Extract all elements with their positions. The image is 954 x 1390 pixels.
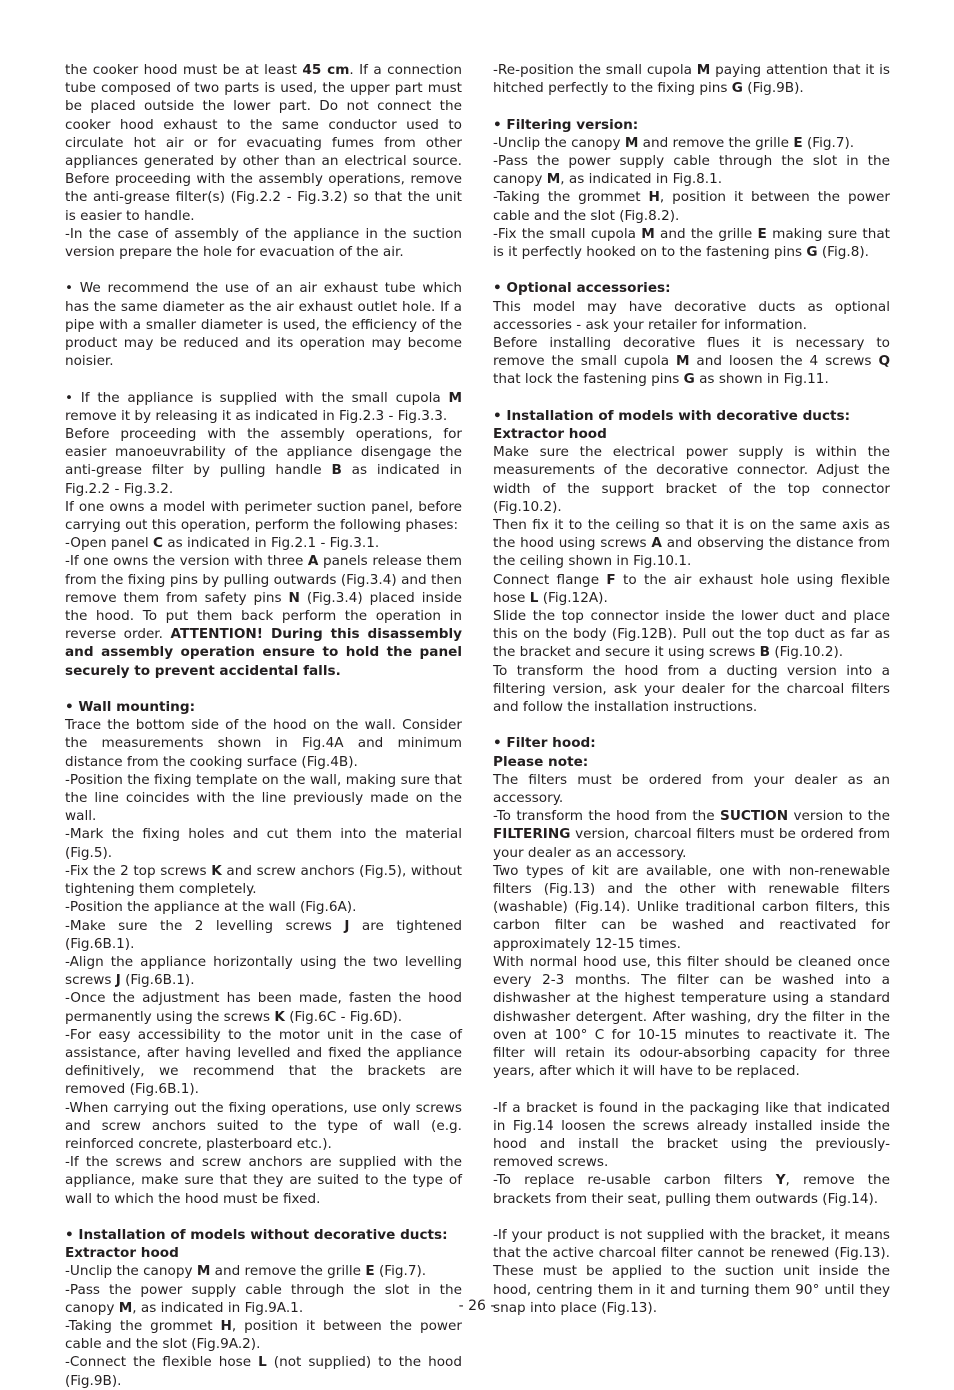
text-paragraph: -Pass the power supply cable through the slot in the canopy M, as indicated in Fig.9A.1. <box>65 1281 462 1316</box>
text-paragraph: -Connect the flexible hose L (not supplied) to the hood (Fig.9B). <box>65 1354 462 1389</box>
text-paragraph: Slide the top connector inside the lower duct and place this on the body (Fig.12B). Pull out the top duct as far as the bracket and secure it using screws B (Fig.10.2). <box>493 608 890 661</box>
text-paragraph: To transform the hood from a ducting version into a filtering version, ask your dealer for the charcoal filters and follow the installation instructions. <box>493 662 890 716</box>
paragraph-spacer <box>65 1208 462 1226</box>
text-paragraph: Trace the bottom side of the hood on the wall. Consider the measurements shown in Fig.4A and minimum distance from the cooking surface (Fig.4B). <box>65 717 462 770</box>
text-paragraph: -Position the appliance at the wall (Fig.6A). <box>65 899 357 916</box>
text-paragraph: -Open panel C as indicated in Fig.2.1 - Fig.3.1. <box>65 535 380 552</box>
paragraph-spacer <box>493 97 890 115</box>
paragraph-spacer <box>493 716 890 734</box>
paragraph-spacer <box>65 370 462 388</box>
text-paragraph: • If the appliance is supplied with the small cupola M remove it by releasing it as indicated in Fig.2.3 - Fig.3.3. <box>65 389 462 424</box>
text-paragraph: -Align the appliance horizontally using the two levelling screws J (Fig.6B.1). <box>65 953 462 989</box>
page-number: - 26 - <box>458 1298 496 1314</box>
text-paragraph: • Optional accessories: <box>493 280 671 297</box>
text-paragraph: -Unclip the canopy M and remove the grille E (Fig.7). <box>65 1263 427 1280</box>
text-paragraph: • Installation of models with decorative ducts: <box>493 407 851 424</box>
text-paragraph: -Taking the grommet H, position it between the power cable and the slot (Fig.8.2). <box>493 189 890 224</box>
text-paragraph: -Fix the small cupola M and the grille E making sure that is it perfectly hooked on to the fastening pins G (Fig.8). <box>493 225 891 261</box>
text-paragraph: • Wall mounting: <box>65 699 196 716</box>
text-paragraph: -For easy accessibility to the motor unit in the case of assistance, after having levelled and fixed the appliance definitively, we recommend that the brackets are removed (Fig.6B.1). <box>65 1026 462 1098</box>
text-paragraph: Before installing decorative flues it is necessary to remove the small cupola M and loosen the 4 screws Q that lock the fastening pins G as shown in Fig.11. <box>493 335 890 388</box>
text-paragraph: -To replace re-usable carbon filters Y, remove the brackets from their seat, pulling them outwards (Fig.14). <box>493 1172 890 1207</box>
text-paragraph: Make sure the electrical power supply is within the measurements of the decorative connector. Adjust the width of the support bracket of the top connector (Fig.10.2). <box>493 444 890 515</box>
text-paragraph: If one owns a model with perimeter suction panel, before carrying out this operation, perform the following phases: <box>65 498 462 534</box>
text-paragraph: -If a bracket is found in the packaging like that indicated in Fig.14 loosen the screws already installed inside the hood and install the bracket using the previously-removed screws. <box>493 1099 890 1171</box>
text-paragraph: -If one owns the version with three A panels release them from the fixing pins by pulling outwards (Fig.3.4) and then remove them from safety pins N (Fig.3.4) placed inside the hood. To put them back perform the operation in reverse order. ATTENTION! During this disassembly and assembly operation ensure to hold the panel securely to prevent accidental falls. <box>65 553 463 679</box>
text-paragraph: -Position the fixing template on the wall, making sure that the line coincides with the line previously made on the wall. <box>65 771 462 825</box>
text-paragraph: With normal hood use, this filter should be cleaned once every 2-3 months. The filter can be washed into a dishwasher at the highest temperature using a standard dishwasher detergent. After washing, dry the filter in the oven at 100° C for 10-15 minutes to reactivate it. The filter will retain its odour-absorbing capacity for three years, after which it will have to be replaced. <box>493 953 890 1080</box>
right-text-column <box>493 61 890 1317</box>
paragraph-spacer <box>493 1080 890 1098</box>
text-paragraph: Please note: <box>493 753 589 770</box>
text-paragraph: Then fix it to the ceiling so that it is on the same axis as the hood using screws A and observing the distance from the ceiling shown in Fig.10.1. <box>493 517 890 570</box>
text-paragraph: Two types of kit are available, one with non-renewable filters (Fig.13) and the other with renewable filters (washable) (Fig.14). Unlike traditional carbon filters, this carbon filter can be washed and reactivated for approximately 12-15 times. <box>493 862 890 952</box>
text-paragraph: • Installation of models without decorative ducts: <box>65 1226 448 1243</box>
text-paragraph: -Once the adjustment has been made, fasten the hood permanently using the screws K (Fig.6C - Fig.6D). <box>65 990 462 1025</box>
text-paragraph: Connect flange F to the air exhaust hole using flexible hose L (Fig.12A). <box>493 571 890 606</box>
paragraph-spacer <box>493 389 890 407</box>
text-paragraph: • Filtering version: <box>493 116 639 133</box>
paragraph-spacer <box>493 261 890 279</box>
text-paragraph: -Taking the grommet H, position it between the power cable and the slot (Fig.9A.2). <box>65 1317 462 1353</box>
text-paragraph: Extractor hood <box>65 1245 179 1262</box>
text-paragraph: -To transform the hood from the SUCTION version to the FILTERING version, charcoal filters must be ordered from your dealer as an accessory. <box>493 808 890 861</box>
text-paragraph: -If your product is not supplied with the bracket, it means that the active charcoal filter cannot be renewed (Fig.13). These must be applied to the suction unit inside the hood, centring them in it and turning them 90° until they snap into place (Fig.13). <box>493 1226 890 1316</box>
text-paragraph: -In the case of assembly of the appliance in the suction version prepare the hole for evacuation of the air. <box>65 225 462 261</box>
text-paragraph: Before proceeding with the assembly operations, for easier manoeuvrability of the appliance disengage the anti-grease filter by pulling handle B as indicated in Fig.2.2 - Fig.3.2. <box>65 426 462 497</box>
text-paragraph: This model may have decorative ducts as optional accessories - ask your retailer for information. <box>493 298 890 333</box>
text-paragraph: The filters must be ordered from your dealer as an accessory. <box>493 771 890 807</box>
paragraph-spacer <box>493 1208 890 1226</box>
text-paragraph: • We recommend the use of an air exhaust tube which has the same diameter as the air exhaust outlet hole. If a pipe with a smaller diameter is used, the efficiency of the product may be reduced and its operation may become noisier. <box>65 280 462 370</box>
text-paragraph: • Filter hood: <box>493 735 596 752</box>
text-paragraph: Extractor hood <box>493 426 607 443</box>
left-text-column <box>65 61 462 1390</box>
text-paragraph: -Unclip the canopy M and remove the grille E (Fig.7). <box>493 134 855 151</box>
text-paragraph: -Fix the 2 top screws K and screw anchors (Fig.5), without tightening them completely. <box>65 862 462 898</box>
paragraph-spacer <box>65 261 462 279</box>
text-paragraph: -Mark the fixing holes and cut them into the material (Fig.5). <box>65 826 462 861</box>
text-paragraph: -Pass the power supply cable through the slot in the canopy M, as indicated in Fig.8.1. <box>493 153 890 188</box>
text-paragraph: -If the screws and screw anchors are supplied with the appliance, make sure that they are suited to the type of wall to which the hood must be fixed. <box>65 1154 462 1207</box>
text-paragraph: the cooker hood must be at least 45 cm. If a connection tube composed of two parts is used, the upper part must be placed outside the lower part. Do not connect the cooker hood exhaust to the same conductor used to circulate hot air or for evacuating fumes from other appliances generated by other than an electrical source. Before proceeding with the assembly operations, remove the anti-grease filter(s) (Fig.2.2 - Fig.3.2) so that the unit is easier to handle. <box>65 62 463 224</box>
text-paragraph: -When carrying out the fixing operations, use only screws and screw anchors suited to the type of wall (e.g. reinforced concrete, plasterboard etc.). <box>65 1099 462 1152</box>
text-paragraph: -Make sure the 2 levelling screws J are tightened (Fig.6B.1). <box>65 917 463 952</box>
text-paragraph: -Re-position the small cupola M paying attention that it is hitched perfectly to the fixing pins G (Fig.9B). <box>493 62 890 97</box>
paragraph-spacer <box>65 680 462 698</box>
